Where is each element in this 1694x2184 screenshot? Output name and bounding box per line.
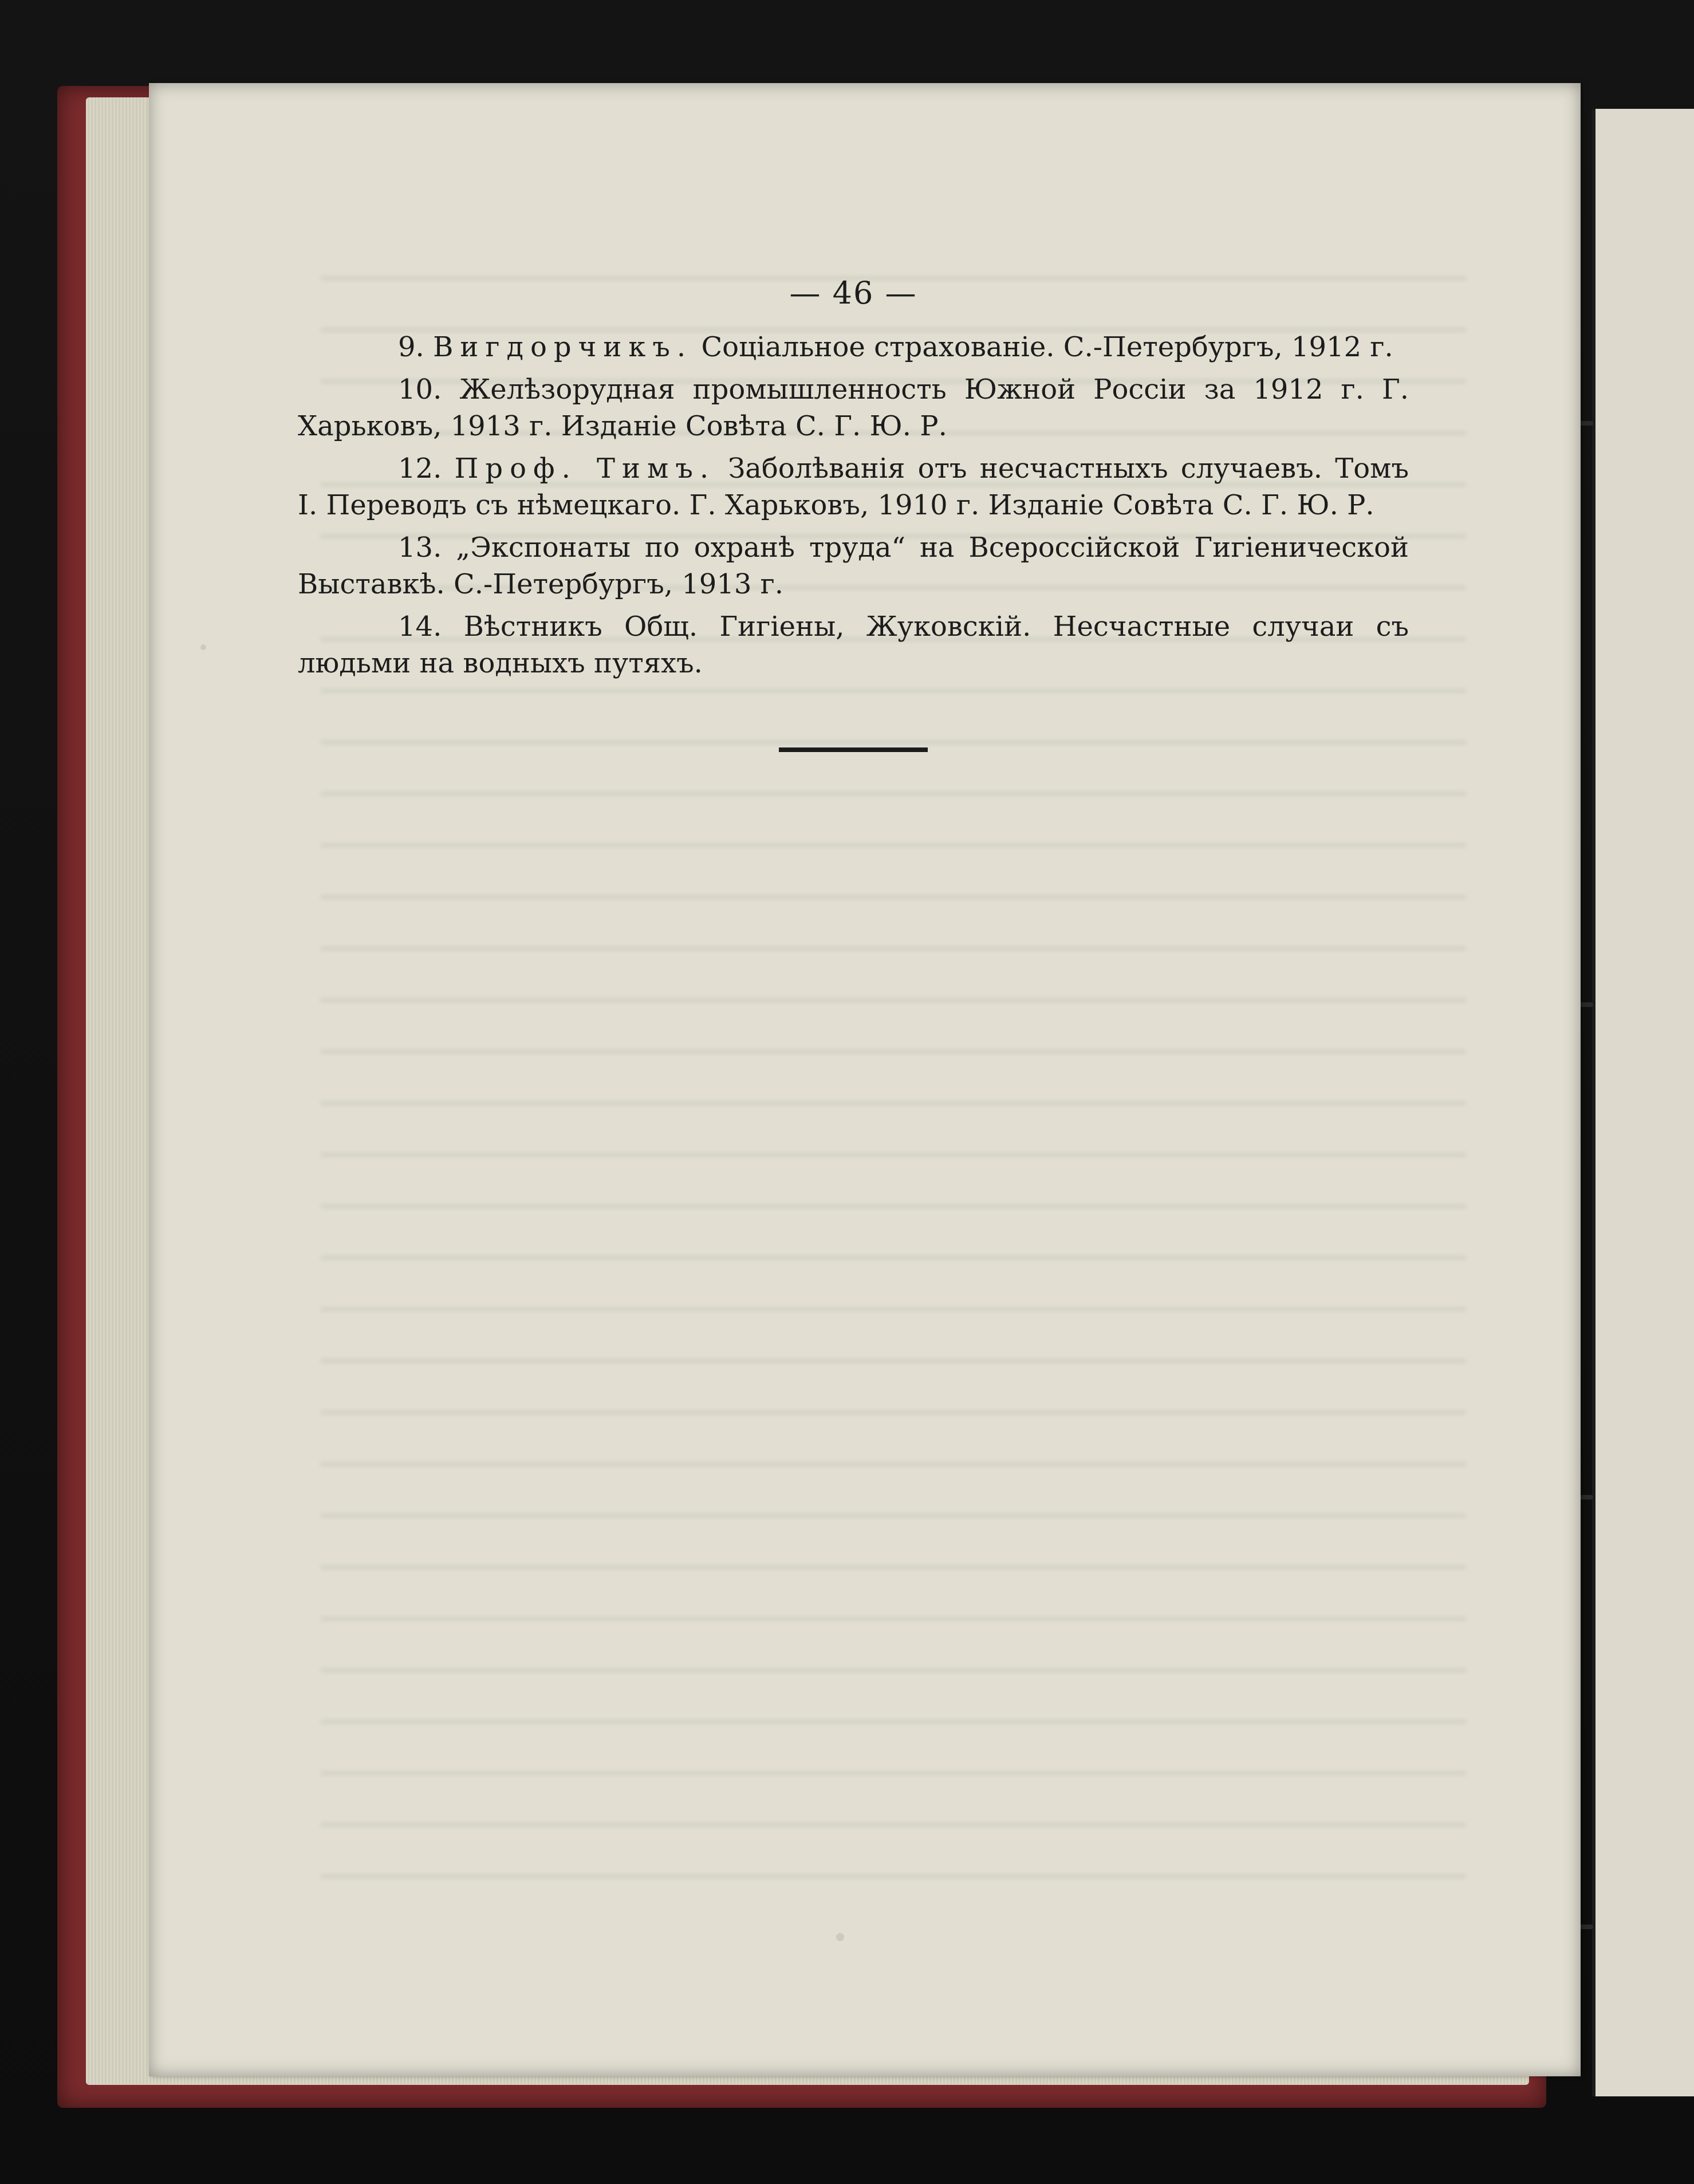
bibliography-entry-10 [298,371,1409,444]
entry-text: Соціальное страхованіе. С.-Петербургъ, 1912 г. [701,331,1393,363]
bibliography-entry-12 [298,450,1409,524]
page-text [298,275,1409,752]
bibliography-entry-9 [298,329,1409,365]
entry-text: Желѣзорудная промышленность Южной Россіи за 1912 г. Г. Харьковъ, 1913 г. Изданіе Совѣта С. Г. Ю. Р. [298,373,1409,442]
paper-spot [836,1933,844,1941]
end-rule-divider [779,747,928,752]
page-number: — 46 — [789,275,917,311]
adjacent-page [1592,109,1694,2096]
entry-number: 9. [398,331,424,363]
bibliography-entry-13 [298,529,1409,603]
entry-number: 10. [398,373,442,406]
entry-number: 13. [398,532,442,564]
entry-number: 14. [398,611,442,643]
paper-spot [200,644,206,650]
entry-text: Вѣстникъ Общ. Гигіены, Жуковскій. Несчастные случаи съ людьми на водныхъ путяхъ. [298,611,1409,679]
entry-author: Проф. Тимъ. [454,452,716,485]
entry-text: Заболѣванія отъ несчастныхъ случаевъ. Томъ I. Переводъ съ нѣмецкаго. Г. Харьковъ, 1910 г. Изданіе Совѣта С. Г. Ю. Р. [298,452,1409,521]
entry-text: „Экспонаты по охранѣ труда“ на Всероссійской Гигіенической Выставкѣ. С.-Петербургъ, 1913 г. [298,532,1409,600]
entry-number: 12. [398,452,442,485]
entry-author: Вигдорчикъ. [433,331,693,363]
bibliography-entry-14 [298,608,1409,682]
